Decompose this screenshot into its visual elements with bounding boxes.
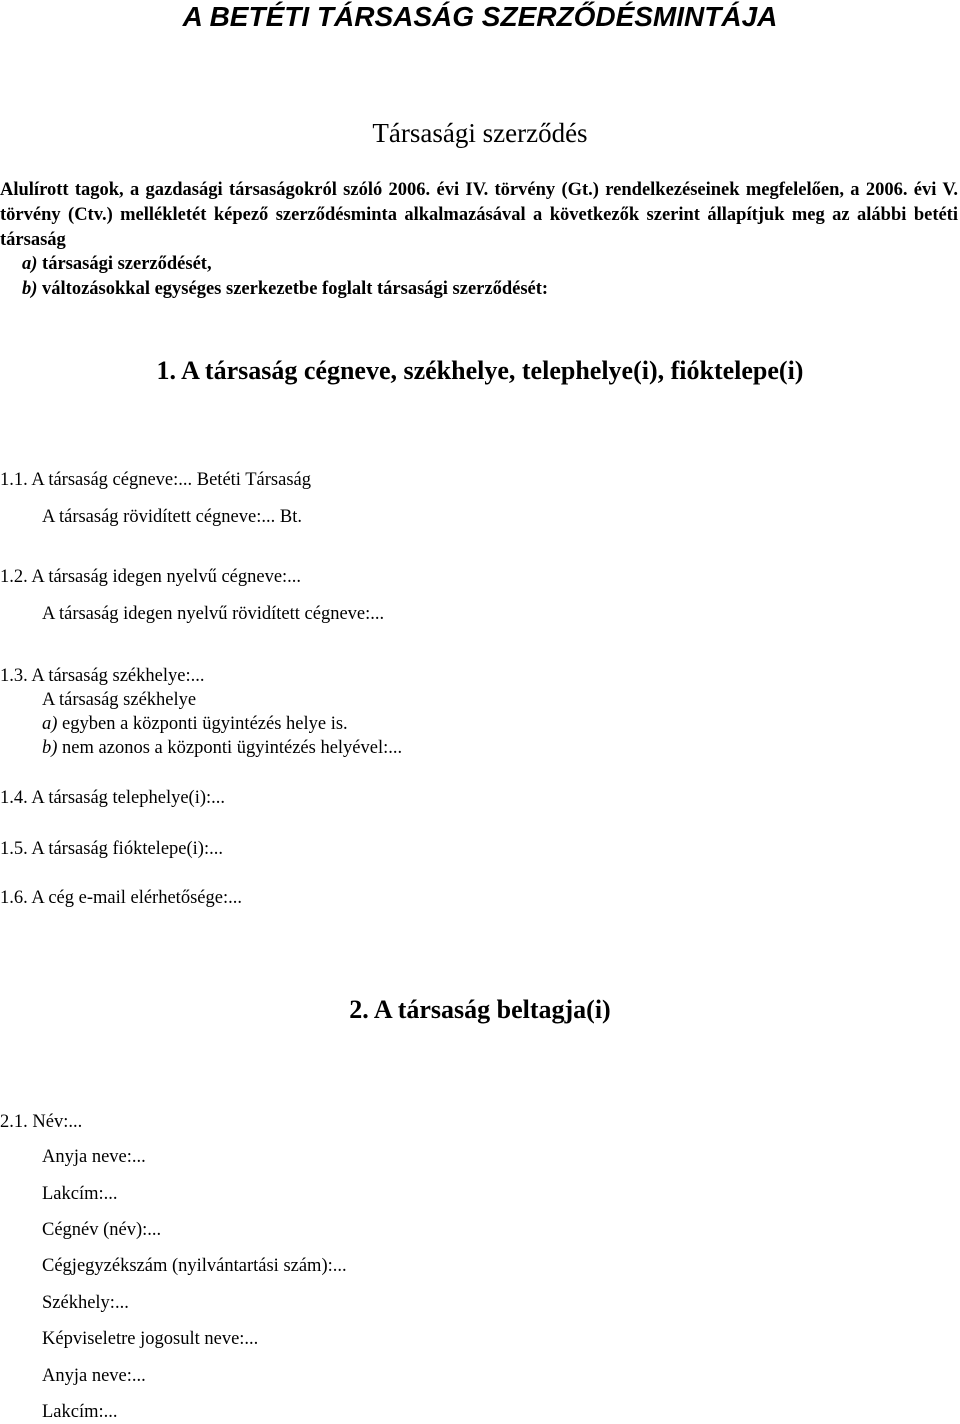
seat-option-a-marker: a) xyxy=(42,714,58,734)
field-member-company-name: Cégnév (név):... xyxy=(42,1220,162,1240)
intro-option-b xyxy=(22,277,952,302)
seat-option-b-marker: b) xyxy=(42,738,58,758)
section-1-heading: 1. A társaság cégneve, székhelye, telephelye(i), fióktelepe(i) xyxy=(156,356,804,385)
intro-option-a xyxy=(22,252,952,277)
intro-option-b-marker: b) xyxy=(22,279,38,299)
field-sites: 1.4. A társaság telephelye(i):... xyxy=(0,788,226,808)
field-seat-note: A társaság székhelye xyxy=(42,690,197,710)
field-seat: 1.3. A társaság székhelye:... xyxy=(0,666,205,686)
field-foreign-name: 1.2. A társaság idegen nyelvű cégneve:... xyxy=(0,567,302,587)
intro-paragraph: Alulírott tagok, a gazdasági társaságokról szóló 2006. évi IV. törvény (Gt.) rendelkezéseinek megfelelően, a 2006. évi V. törvény (Ctv.) mellékletét képező szerződésminta alkalmazásával a következők szerint állapítjuk meg az alábbi betéti társaság xyxy=(0,180,958,250)
field-member-address: Lakcím:... xyxy=(42,1184,118,1204)
field-seat-option-a xyxy=(42,712,348,736)
field-email: 1.6. A cég e-mail elérhetősége:... xyxy=(0,888,242,908)
document-subtitle: Társasági szerződés xyxy=(372,118,588,148)
field-foreign-short-name: A társaság idegen nyelvű rövidített cégneve:... xyxy=(42,604,385,624)
seat-option-b-text: nem azonos a központi ügyintézés helyével:... xyxy=(57,738,403,758)
intro-option-a-marker: a) xyxy=(22,254,38,274)
field-member-mother-name: Anyja neve:... xyxy=(42,1147,146,1167)
field-branches: 1.5. A társaság fióktelepe(i):... xyxy=(0,839,223,859)
field-representative-address: Lakcím:... xyxy=(42,1402,118,1422)
field-member-seat: Székhely:... xyxy=(42,1293,129,1313)
field-representative-mother-name: Anyja neve:... xyxy=(42,1366,146,1386)
intro-options xyxy=(22,252,952,302)
document-title: A BETÉTI TÁRSASÁG SZERZŐDÉSMINTÁJA xyxy=(182,1,778,32)
section-2-heading: 2. A társaság beltagja(i) xyxy=(349,995,611,1024)
intro-option-b-text: változásokkal egységes szerkezetbe foglalt társasági szerződését: xyxy=(37,279,549,299)
field-member-name: 2.1. Név:... xyxy=(0,1112,83,1132)
field-seat-option-b xyxy=(42,736,402,760)
seat-option-a-text: egyben a központi ügyintézés helye is. xyxy=(57,714,348,734)
field-member-registration-number: Cégjegyzékszám (nyilvántartási szám):... xyxy=(42,1256,347,1276)
intro-option-a-text: társasági szerződését, xyxy=(37,254,212,274)
field-company-name: 1.1. A társaság cégneve:... Betéti Társaság xyxy=(0,470,311,490)
field-member-representative: Képviseletre jogosult neve:... xyxy=(42,1329,259,1349)
field-company-short-name: A társaság rövidített cégneve:... Bt. xyxy=(42,507,302,527)
